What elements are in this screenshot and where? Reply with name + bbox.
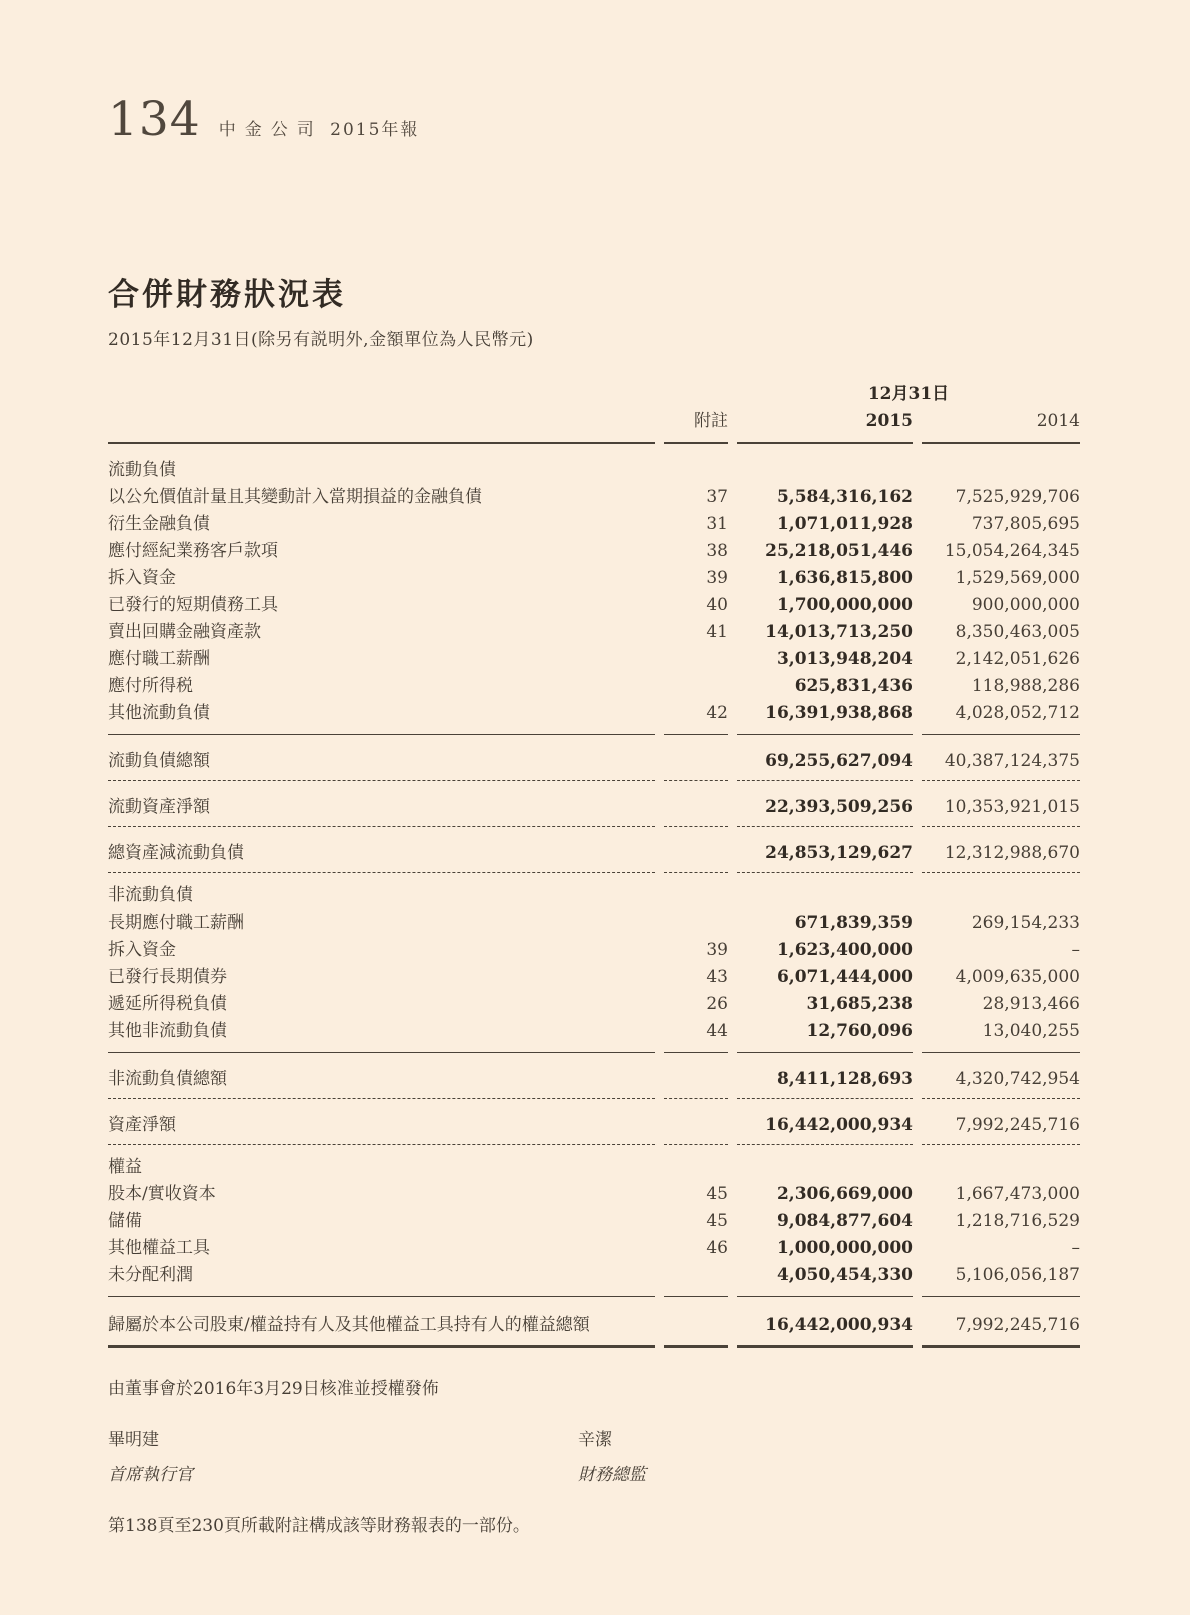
table-row (108, 1235, 1080, 1262)
row-value-2015: 3,013,948,204 (776, 649, 913, 669)
row-note: 41 (706, 622, 728, 642)
table-row (108, 646, 1080, 673)
row-value-2014: – (1071, 1238, 1080, 1258)
table-row (108, 963, 1080, 990)
row-value-2014: 2,142,051,626 (955, 649, 1080, 669)
column-header-note: 附註 (664, 407, 728, 444)
row-value-2014: 269,154,233 (971, 912, 1080, 933)
table-row (108, 1053, 1080, 1099)
row-label: 儲備 (108, 1211, 142, 1231)
row-note: 42 (664, 700, 728, 736)
row-value-2015 (737, 873, 913, 909)
row-label: 應付經紀業務客戶款項 (108, 541, 278, 561)
row-value-2015: 31,685,238 (806, 993, 913, 1014)
company-line (219, 115, 420, 140)
table-row (108, 1297, 1080, 1348)
row-value-2014: 5,106,056,187 (922, 1262, 1080, 1298)
row-value-2014 (922, 873, 1080, 909)
row-label: 其他流動負債 (108, 700, 655, 736)
row-label: 已發行的短期債務工具 (108, 595, 278, 615)
row-value-2015: 6,071,444,000 (776, 966, 913, 987)
row-label: 權益 (108, 1156, 142, 1177)
row-label: 拆入資金 (108, 939, 176, 960)
row-note (664, 646, 728, 673)
row-value-2015: 1,071,011,928 (776, 514, 913, 534)
row-note: 26 (706, 993, 728, 1014)
row-value-2014: 7,992,245,716 (922, 1297, 1080, 1348)
row-note: 39 (706, 939, 728, 960)
empty-cell (108, 380, 655, 407)
signatory-name: 辛潔 (578, 1430, 612, 1450)
row-value-2014: – (1071, 939, 1080, 960)
row-value-2014: 13,040,255 (922, 1017, 1080, 1053)
signatures (108, 1425, 1080, 1485)
row-label: 衍生金融負債 (108, 514, 210, 534)
signatory-ceo (108, 1425, 578, 1485)
row-value-2015: 671,839,359 (794, 912, 913, 933)
row-value-2014: 1,218,716,529 (955, 1211, 1080, 1231)
empty-cell (108, 407, 655, 444)
row-label: 其他非流動負債 (108, 1017, 655, 1053)
row-note: 31 (706, 514, 728, 534)
table-body (108, 444, 1080, 1349)
signatory-name: 畢明建 (108, 1430, 159, 1450)
table-row (108, 990, 1080, 1017)
row-note (664, 781, 728, 827)
table-row (108, 619, 1080, 646)
table-row (108, 1262, 1080, 1298)
row-note: 46 (706, 1238, 728, 1258)
signatory-title: 首席執行官 (108, 1465, 193, 1485)
company-name: 中金公司 (218, 120, 323, 140)
row-value-2014: 7,525,929,706 (955, 487, 1080, 507)
row-label: 資產淨額 (108, 1099, 655, 1145)
signatory-title: 財務總監 (578, 1465, 646, 1485)
row-value-2014: 4,009,635,000 (955, 966, 1080, 987)
page-header (108, 92, 1080, 147)
financial-position-table (99, 380, 1089, 1348)
row-value-2015: 22,393,509,256 (737, 781, 913, 827)
table-row (108, 1099, 1080, 1145)
row-note (664, 827, 728, 873)
row-value-2015: 69,255,627,094 (737, 735, 913, 781)
row-label: 長期應付職工薪酬 (108, 912, 244, 933)
table-row (108, 538, 1080, 565)
row-note (664, 909, 728, 936)
row-value-2014: 900,000,000 (971, 595, 1080, 615)
row-note (664, 1262, 728, 1298)
row-label: 非流動負債 (108, 885, 193, 905)
row-label: 流動負債 (108, 459, 176, 480)
report-year: 2015年報 (330, 120, 420, 140)
row-label: 股本/實收資本 (108, 1184, 216, 1204)
empty-cell (664, 380, 728, 407)
row-value-2014: 737,805,695 (971, 514, 1080, 534)
table-row (108, 1208, 1080, 1235)
row-value-2014: 4,028,052,712 (922, 700, 1080, 736)
row-label: 應付職工薪酬 (108, 649, 210, 669)
row-value-2014 (922, 444, 1080, 484)
date-header: 12月31日 (867, 383, 950, 404)
row-value-2015: 16,442,000,934 (737, 1099, 913, 1145)
row-value-2015 (737, 1145, 913, 1181)
row-note (664, 1053, 728, 1099)
row-value-2015: 24,853,129,627 (737, 827, 913, 873)
row-value-2014: 8,350,463,005 (955, 622, 1080, 642)
row-note: 43 (706, 966, 728, 987)
row-value-2015: 4,050,454,330 (737, 1262, 913, 1298)
table-row (108, 735, 1080, 781)
section-header-row (108, 444, 1080, 484)
table-row (108, 827, 1080, 873)
row-value-2014 (922, 1145, 1080, 1181)
table-head (108, 380, 1080, 444)
row-value-2014: 10,353,921,015 (922, 781, 1080, 827)
row-value-2014: 1,667,473,000 (955, 1184, 1080, 1204)
row-value-2015: 1,623,400,000 (776, 939, 913, 960)
page-subtitle: 2015年12月31日(除另有説明外,金額單位為人民幣元) (108, 330, 534, 350)
page-title: 合併財務狀況表 (108, 277, 346, 313)
section-header-row (108, 873, 1080, 909)
row-note: 44 (664, 1017, 728, 1053)
notes-reference: 第138頁至230頁所載附註構成該等財務報表的一部份。 (108, 1516, 530, 1536)
row-value-2014: 40,387,124,375 (922, 735, 1080, 781)
row-value-2015: 12,760,096 (737, 1017, 913, 1053)
row-value-2014: 4,320,742,954 (922, 1053, 1080, 1099)
table-row (108, 484, 1080, 511)
row-value-2014: 7,992,245,716 (922, 1099, 1080, 1145)
title-block (108, 269, 1080, 350)
row-value-2014: 28,913,466 (982, 993, 1080, 1014)
row-value-2015: 14,013,713,250 (765, 622, 913, 642)
row-note: 45 (706, 1211, 728, 1231)
row-value-2014: 15,054,264,345 (944, 541, 1080, 561)
row-value-2015: 16,391,938,868 (737, 700, 913, 736)
row-note (664, 1099, 728, 1145)
row-note (664, 1145, 728, 1181)
row-value-2015: 8,411,128,693 (737, 1053, 913, 1099)
row-value-2015: 2,306,669,000 (776, 1184, 913, 1204)
row-value-2015: 16,442,000,934 (737, 1297, 913, 1348)
row-label: 總資產減流動負債 (108, 827, 655, 873)
row-value-2014: 118,988,286 (971, 676, 1080, 696)
row-label: 遞延所得税負債 (108, 993, 227, 1014)
page-number: 134 (108, 92, 201, 147)
row-label: 流動資產淨額 (108, 781, 655, 827)
approval-statement: 由董事會於2016年3月29日核准並授權發佈 (108, 1379, 439, 1399)
row-value-2015: 5,584,316,162 (776, 487, 913, 507)
table-row (108, 592, 1080, 619)
row-value-2015: 9,084,877,604 (776, 1211, 913, 1231)
section-header-row (108, 1145, 1080, 1181)
column-header-2014: 2014 (922, 407, 1080, 444)
row-note: 37 (706, 487, 728, 507)
row-value-2015: 1,636,815,800 (776, 568, 913, 588)
table-row (108, 1017, 1080, 1053)
table-row (108, 1181, 1080, 1208)
table-row (108, 909, 1080, 936)
table-row (108, 565, 1080, 592)
table-row (108, 673, 1080, 700)
row-label: 應付所得税 (108, 676, 193, 696)
row-note: 38 (706, 541, 728, 561)
row-label: 非流動負債總額 (108, 1053, 655, 1099)
row-label: 未分配利潤 (108, 1262, 655, 1298)
row-label: 流動負債總額 (108, 735, 655, 781)
row-label: 其他權益工具 (108, 1238, 210, 1258)
column-header-2015: 2015 (737, 407, 913, 444)
table-row (108, 700, 1080, 736)
row-label: 已發行長期債券 (108, 966, 227, 987)
table-row (108, 936, 1080, 963)
row-note: 40 (706, 595, 728, 615)
row-value-2015: 25,218,051,446 (765, 541, 913, 561)
column-header-row (108, 407, 1080, 444)
row-note (664, 444, 728, 484)
row-note (664, 1297, 728, 1348)
date-header-row (108, 380, 1080, 407)
row-label: 拆入資金 (108, 568, 176, 588)
row-note (664, 673, 728, 700)
row-value-2015: 625,831,436 (794, 676, 913, 696)
row-note: 45 (706, 1184, 728, 1204)
row-label: 歸屬於本公司股東/權益持有人及其他權益工具持有人的權益總額 (108, 1297, 655, 1348)
table-row (108, 511, 1080, 538)
row-value-2015: 1,000,000,000 (776, 1238, 913, 1258)
table-row (108, 781, 1080, 827)
row-value-2014: 1,529,569,000 (955, 568, 1080, 588)
row-label: 賣出回購金融資產款 (108, 622, 261, 642)
row-value-2015 (737, 444, 913, 484)
row-value-2015: 1,700,000,000 (776, 595, 913, 615)
signatory-cfo (578, 1425, 1048, 1485)
row-note (664, 735, 728, 781)
row-note (664, 873, 728, 909)
row-note: 39 (706, 568, 728, 588)
row-value-2014: 12,312,988,670 (922, 827, 1080, 873)
row-label: 以公允價值計量且其變動計入當期損益的金融負債 (108, 487, 482, 507)
